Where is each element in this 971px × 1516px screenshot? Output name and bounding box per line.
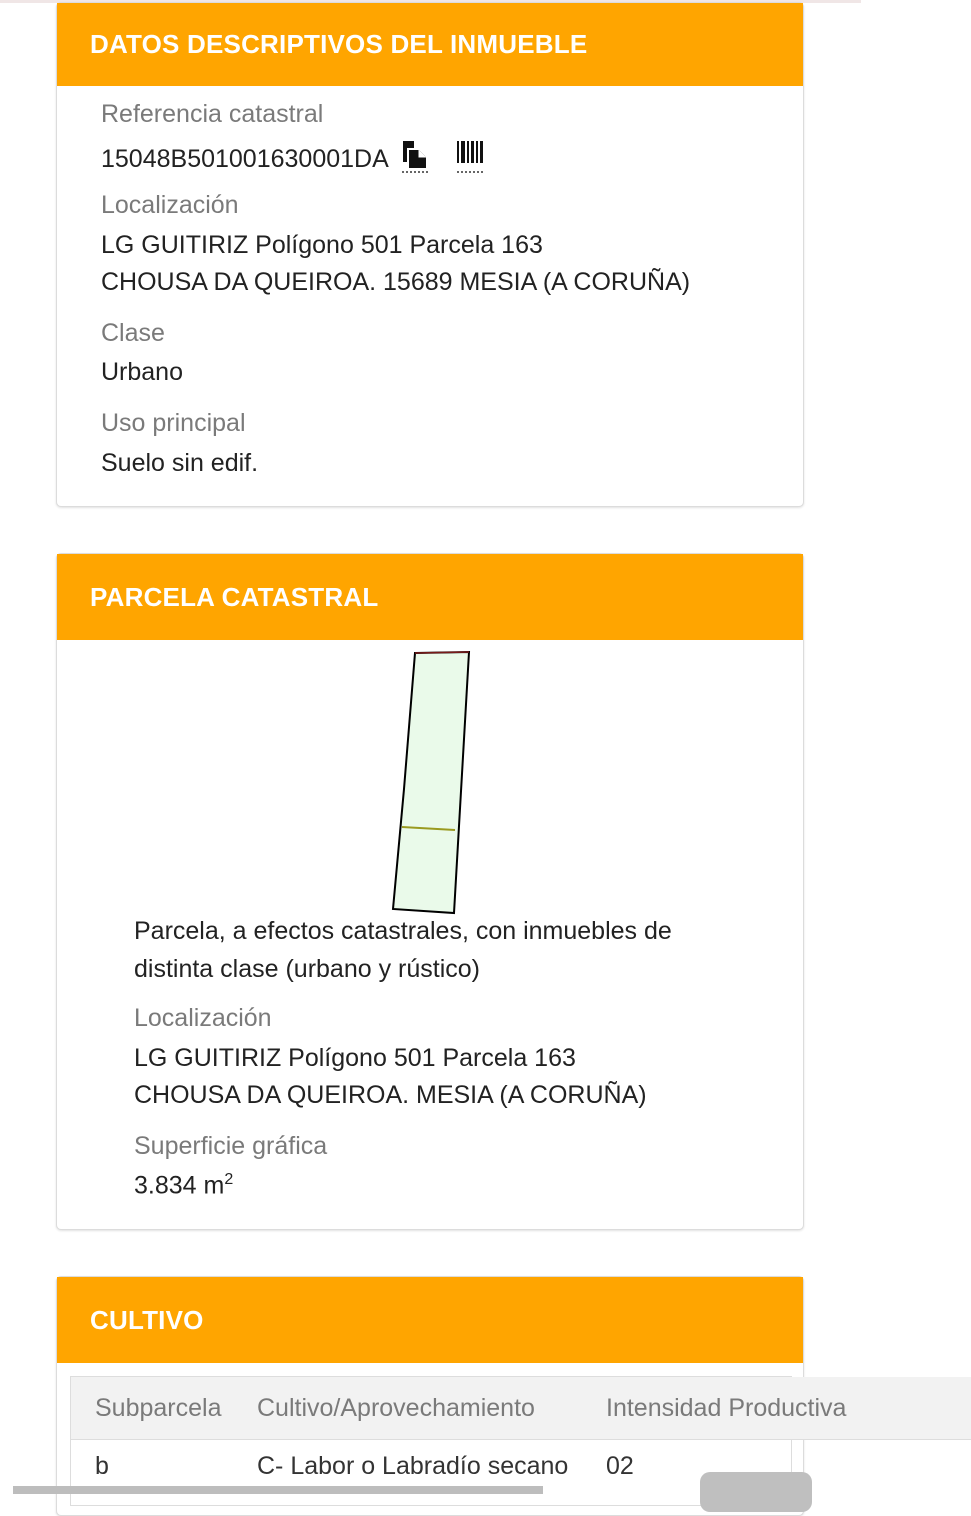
parcela-card-title: PARCELA CATASTRAL xyxy=(90,581,379,612)
cell-subparcela: b xyxy=(95,1451,109,1480)
superficie-number: 3.834 m xyxy=(134,1171,225,1200)
horizontal-scrollbar[interactable] xyxy=(13,1486,543,1494)
column-header-cultivo[interactable]: Cultivo/Aprovechamiento xyxy=(233,1377,582,1440)
loc-line-2: CHOUSA DA QUEIROA. 15689 MESIA (A CORUÑA) xyxy=(101,268,691,296)
cultivo-table-header-row xyxy=(71,1377,971,1440)
parcela-desc-line-1: Parcela, a efectos catastrales, con inmuebles de xyxy=(134,917,672,945)
ref-label: Referencia catastral xyxy=(101,100,324,128)
clase-value: Urbano xyxy=(101,358,183,386)
parcela-desc-line-2: distinta clase (urbano y rústico) xyxy=(134,955,480,983)
cell-cultivo: C- Labor o Labradío secano xyxy=(257,1451,569,1480)
cell-intensidad: 02 xyxy=(606,1451,634,1480)
column-header-subparcela[interactable]: Subparcela xyxy=(71,1377,233,1440)
ref-row xyxy=(101,138,485,181)
parcel-map[interactable] xyxy=(387,649,477,917)
superficie-label: Superficie gráfica xyxy=(134,1132,328,1160)
ref-value[interactable]: 15048B501001630001DA xyxy=(101,145,389,173)
cultivo-card-header xyxy=(57,1277,803,1363)
clase-label: Clase xyxy=(101,319,165,347)
descriptive-card-title: DATOS DESCRIPTIVOS DEL INMUEBLE xyxy=(90,29,588,59)
cultivo-card-title: CULTIVO xyxy=(90,1304,204,1335)
cultivo-card xyxy=(56,1276,847,1516)
parcela-card xyxy=(56,553,804,1230)
barcode-icon[interactable] xyxy=(455,138,485,181)
table-row xyxy=(71,1440,971,1493)
parcela-loc-label: Localización xyxy=(134,1004,272,1032)
descriptive-card-header xyxy=(57,3,803,86)
superficie-unit-exponent: 2 xyxy=(224,1171,234,1188)
parcela-card-header xyxy=(57,554,803,640)
cultivo-table xyxy=(71,1377,971,1492)
parcela-loc-line-1: LG GUITIRIZ Polígono 501 Parcela 163 xyxy=(134,1044,576,1072)
uso-value: Suelo sin edif. xyxy=(101,449,259,477)
superficie-value xyxy=(134,1171,233,1200)
floating-action-button[interactable] xyxy=(700,1472,812,1512)
descriptive-card xyxy=(56,2,804,507)
loc-label: Localización xyxy=(101,191,239,219)
loc-line-1: LG GUITIRIZ Polígono 501 Parcela 163 xyxy=(101,231,543,259)
column-header-intensidad[interactable]: Intensidad Productiva xyxy=(582,1377,971,1440)
parcel-shape xyxy=(393,652,469,913)
copy-document-icon[interactable] xyxy=(400,138,430,181)
uso-label: Uso principal xyxy=(101,409,246,437)
parcela-loc-line-2: CHOUSA DA QUEIROA. MESIA (A CORUÑA) xyxy=(134,1081,647,1109)
